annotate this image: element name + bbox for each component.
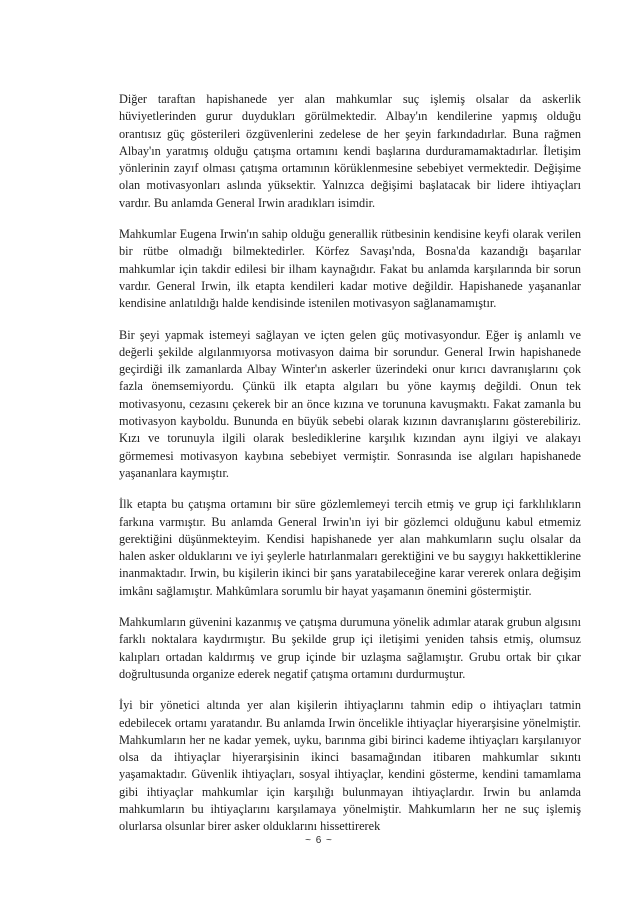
paragraph-3: Bir şeyi yapmak istemeyi sağlayan ve içten gelen güç motivasyondur. Eğer iş anlamlı ve değerli şekilde algılanmıyorsa motivasyon daima bir sorundur. General Irwin hapishanede geçirdiği ilk zamanlarda Albay Winter'ın askerler üzerindeki onur kırıcı davranışlarını çok fazla önemsemiyordu. Çünkü ilk etapta algıları bu yöne kaymış değildi. Onun tek motivasyonu, cezasını çekerek bir an önce kızına ve torununa kavuşmaktı. Fakat zamanla bu motivasyon kayboldu. Bununda en büyük sebebi olarak kızının davranışlarını gösterebiliriz. Kızı ve torunuyla ilgili olarak beslediklerine karşılık kızından aynı ilgiyi ve alakayı görmemesi motivasyon kaybına sebebiyet vermiştir. Sonrasında ise algıları hapishanede yaşananlara kaymıştır. <box>119 327 581 480</box>
paragraph-5: Mahkumların güvenini kazanmış ve çatışma durumuna yönelik adımlar atarak grubun algısını farklı noktalara kaydırmıştır. Bu şekilde grup içi iletişimi yeniden tahsis etmiş, olumsuz kalıpları ortadan kaldırmış ve grup içinde bir uzlaşma sağlamıştır. Grubu ortak bir çıkar doğrultusunda organize ederek negatif çatışma ortamını durdurmuştur. <box>119 615 581 681</box>
paragraph-2: Mahkumlar Eugena Irwin'ın sahip olduğu generallik rütbesinin kendisine keyfi olarak verilen bir rütbe olmadığı bilmektedirler. Körfez Savaşı'nda, Bosna'da kazandığı başarılar mahkumlar için takdir edilesi bir ilham kaynağıdır. Fakat bu anlamda karşılarında bir sorun vardır. General Irwin, ilk etapta kendileri kadar motive değildir. Hapishanede yaşananlar kendisine anlatıldığı halde kendisinde istenilen motivasyon sağlanamamıştır. <box>119 227 581 311</box>
paragraph-1: Diğer taraftan hapishanede yer alan mahkumlar suç işlemiş olsalar da askerlik hüviyetlerinden gurur duydukları görülmektedir. Albay'ın kendilerine yapmış olduğu orantısız güç gösterileri özgüvenlerini zedelese de her şeyin farkındadırlar. Buna rağmen Albay'ın yaratmış olduğu çatışma ortamını kendi başlarına durduramamaktadırlar. İletişim yönlerinin zayıf olması çatışma ortamının körüklenmesine sebebiyet vermektedir. Değişime olan motivasyonları aslında yüksektir. Yalnızca değişimi başlatacak bir lidere ihtiyaçları vardır. Bu anlamda General Irwin aradıkları isimdir. <box>119 92 581 210</box>
paragraph-6: İyi bir yönetici altında yer alan kişilerin ihtiyaçlarını tahmin edip o ihtiyaçları tatmin edebilecek ortamı yaratandır. Bu anlamda Irwin öncelikle ihtiyaçlar hiyerarşisine yönelmiştir. Mahkumların her ne kadar yemek, uyku, barınma gibi birinci kademe ihtiyaçları karşılanıyor olsa da ihtiyaçlar hiyerarşisinin ikinci basamağından itibaren mahkumlar sıkıntı yaşamaktadır. Güvenlik ihtiyaçları, sosyal ihtiyaçlar, kendini gösterme, kendini tamamlama gibi ihtiyaçlar mahkumlar için karşılığı bulunmayan ihtiyaçlardır. Irwin bu anlamda mahkumların bu ihtiyaçlarını karşılamaya yönelmiştir. Mahkumların her ne suç işlemiş olurlarsa olsunlar birer asker olduklarını hissettirerek <box>119 698 581 834</box>
body-text <box>119 91 581 850</box>
page-number: ~ 6 ~ <box>305 835 333 846</box>
paragraph-4: İlk etapta bu çatışma ortamını bir süre gözlemlemeyi tercih etmiş ve grup içi farklılıkların farkına varmıştır. Bu anlamda General Irwin'ın iyi bir gözlemci olduğunu kabul etmemiz gerektiğini düşünmekteyim. Kendisi hapishanede yer alan mahkumların suçlu olsalar da halen asker olduklarını ve iyi şeylerle hatırlanmaları gerektiğini ve bu saygıyı hakkettiklerine inanmaktadır. Irwin, bu kişilerin ikinci bir şans yaratabileceğine karar vererek onlara değişim imkânı sağlamıştır. Mahkûmlara sorumlu bir hayat yaşamanın önemini göstermiştir. <box>119 497 581 598</box>
